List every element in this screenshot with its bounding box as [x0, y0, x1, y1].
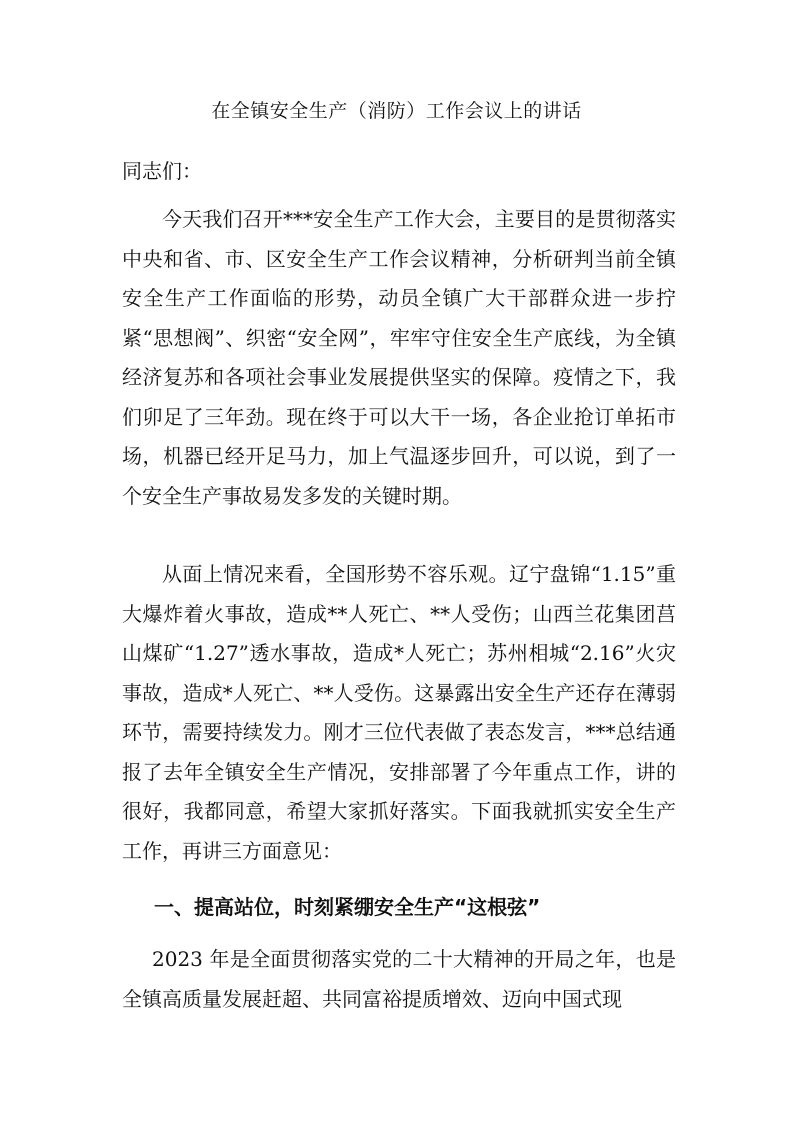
section-paragraph: 2023 年是全面贯彻落实党的二十大精神的开局之年，也是全镇高质量发展赶超、共同富裕提质增效、迈向中国式现	[122, 947, 676, 1011]
paragraph-1: 今天我们召开***安全生产工作大会，主要目的是贯彻落实中央和省、市、区安全生产工作会议精神，分析研判当前全镇安全生产工作面临的形势，动员全镇广大干部群众进一步拧紧“思想阀”、织密“安全网”，牢牢守住安全生产底线，为全镇经济复苏和各项社会事业发展提供坚实的保障。疫情之下，我们卯足了三年劲。现在终于可以大干一场，各企业抢订单拓市场，机器已经开足马力，加上气温逐步回升，可以说，到了一个安全生产事故易发多发的关键时期。	[122, 207, 676, 508]
paragraph-2: 从面上情况来看，全国形势不容乐观。辽宁盘锦“1.15”重大爆炸着火事故，造成**人死亡、**人受伤；山西兰花集团莒山煤矿“1.27”透水事故，造成*人死亡；苏州相城“2.16”火灾事故，造成*人死亡、**人受伤。这暴露出安全生产还存在薄弱环节，需要持续发力。刚才三位代表做了表态发言，***总结通报了去年全镇安全生产情况，安排部署了今年重点工作，讲的很好，我都同意，希望大家抓好落实。下面我就抓实安全生产工作，再讲三方面意见：	[122, 562, 676, 863]
greeting: 同志们：	[122, 159, 202, 183]
section-heading: 一、提高站位，时刻紧绷安全生产“这根弦”	[154, 895, 541, 919]
document-title: 在全镇安全生产（消防）工作会议上的讲话	[211, 100, 582, 122]
